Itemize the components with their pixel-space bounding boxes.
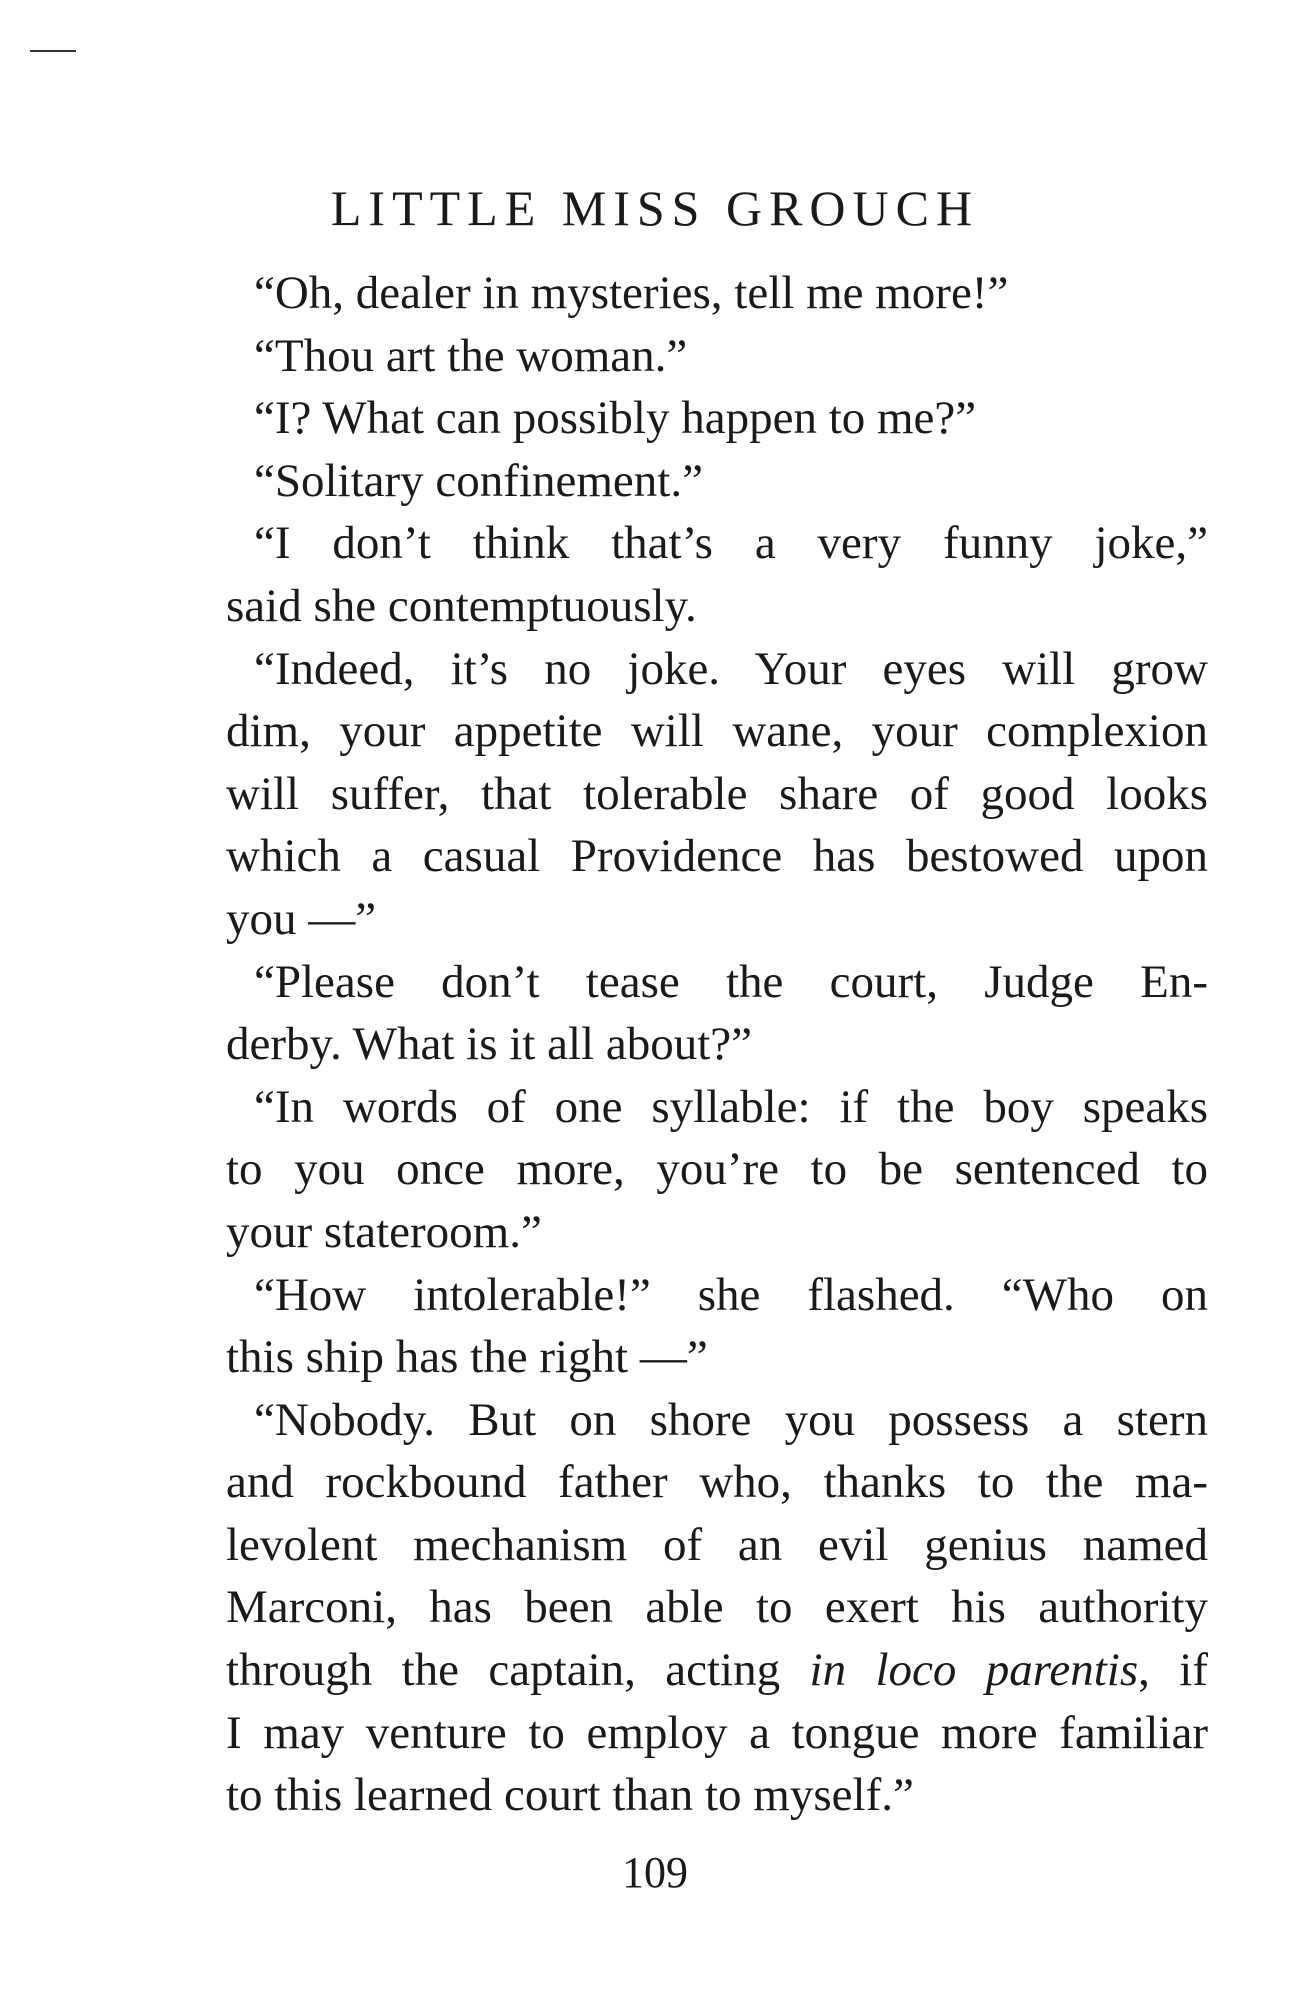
text-segment: , if: [1138, 1644, 1209, 1697]
body-text: [226, 262, 1208, 1827]
text-line: I may venture to employ a tongue more familiar: [226, 1706, 1208, 1759]
latin-phrase: in loco parentis: [809, 1644, 1139, 1697]
text-line: “Oh, dealer in mysteries, tell me more!”: [254, 267, 1009, 319]
text-line: “I? What can possibly happen to me?”: [254, 392, 977, 445]
text-line: Marconi, has been able to exert his authority: [226, 1581, 1208, 1634]
text-line: levolent mechanism of an evil genius named: [226, 1518, 1208, 1571]
text-line: “Nobody. But on shore you possess a stern: [254, 1393, 1208, 1446]
text-line: “Thou art the woman.”: [254, 329, 688, 382]
text-line: and rockbound father who, thanks to the ma-: [226, 1456, 1208, 1509]
running-head: LITTLE MISS GROUCH: [330, 180, 980, 236]
text-line: will suffer, that tolerable share of good looks: [226, 767, 1208, 820]
text-line: dim, your appetite will wane, your complexion: [226, 705, 1208, 758]
text-line: to you once more, you’re to be sentenced to: [226, 1143, 1208, 1196]
text-line: this ship has the right —”: [226, 1331, 708, 1384]
text-line: said she contemptuously.: [226, 579, 697, 632]
text-segment: through the captain, acting: [226, 1644, 810, 1697]
text-line-latin: [226, 1639, 1208, 1702]
text-line: to this learned court than to myself.”: [226, 1769, 914, 1822]
text-line: “In words of one syllable: if the boy speaks: [254, 1080, 1208, 1133]
text-line: “How intolerable!” she flashed. “Who on: [254, 1268, 1208, 1321]
corner-mark: [30, 50, 76, 52]
text-line: “Solitary confinement.”: [254, 454, 703, 507]
text-line: “I don’t think that’s a very funny joke,”: [254, 517, 1208, 570]
text-line: “Indeed, it’s no joke. Your eyes will grow: [254, 642, 1208, 695]
text-line: derby. What is it all about?”: [226, 1018, 752, 1071]
text-line: which a casual Providence has bestowed upon: [226, 830, 1208, 883]
text-line: your stateroom.”: [226, 1205, 542, 1258]
text-line: “Please don’t tease the court, Judge En-: [254, 955, 1208, 1008]
text-line: you —”: [226, 892, 377, 945]
page-number: 109: [622, 1848, 688, 1897]
